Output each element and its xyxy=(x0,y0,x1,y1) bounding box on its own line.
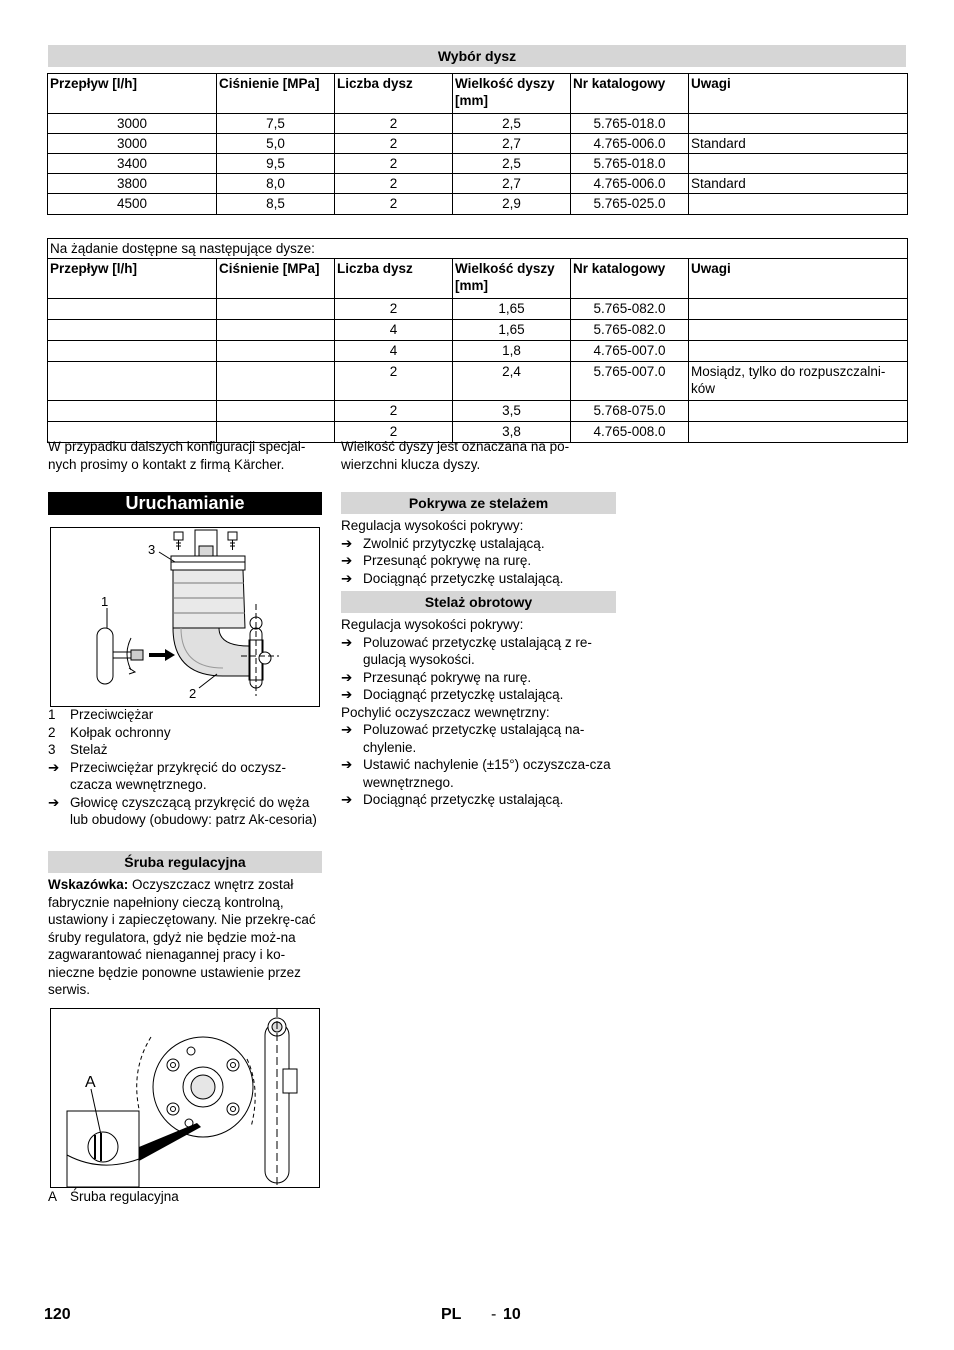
table-header: Uwagi xyxy=(689,74,908,114)
rotating-frame-instructions xyxy=(341,616,616,809)
arrow-icon: ➔ xyxy=(341,634,353,650)
table-cell xyxy=(689,299,908,320)
table-cell: 3000 xyxy=(48,114,217,134)
section-title-startup: Uruchamianie xyxy=(48,492,322,515)
table-cell: 2 xyxy=(335,134,453,154)
instruction-step: ➔ Dociągnąć przetyczkę ustalającą. xyxy=(341,687,564,702)
table-cell: 2 xyxy=(335,362,453,401)
instruction-step: ➔ Poluzować przetyczkę ustalającą z re-gulacją wysokości. xyxy=(341,634,592,667)
table-cell xyxy=(48,341,217,362)
service-note xyxy=(48,876,322,999)
table-cell: 2,4 xyxy=(453,362,571,401)
table-cell xyxy=(689,194,908,215)
arrow-icon: ➔ xyxy=(341,535,353,551)
legend-item: A Śruba regulacyjna xyxy=(48,1189,179,1204)
table-cell: 1,8 xyxy=(453,341,571,362)
table-cell: 3800 xyxy=(48,174,217,194)
table-cell xyxy=(689,154,908,174)
figure-label-a: A xyxy=(85,1074,96,1091)
adjusting-screw-figure xyxy=(50,1008,320,1188)
language-code: PL xyxy=(441,1306,462,1323)
table-cell: Standard xyxy=(689,134,908,154)
instruction-step: ➔ Dociągnąć przetyczkę ustalającą. xyxy=(341,570,564,586)
table-row xyxy=(48,401,908,422)
table-cell: 2,7 xyxy=(453,134,571,154)
table-cell: 3400 xyxy=(48,154,217,174)
table-cell: Standard xyxy=(689,174,908,194)
arrow-icon: ➔ xyxy=(341,792,353,807)
table-cell: 4 xyxy=(335,341,453,362)
table-cell xyxy=(217,320,335,341)
optional-nozzles-table xyxy=(47,238,908,443)
table-cell xyxy=(217,299,335,320)
table-row xyxy=(48,154,908,174)
arrow-icon: ➔ xyxy=(341,687,353,702)
instruction-step: ➔ Dociągnąć przetyczkę ustalającą. xyxy=(341,792,564,807)
figure-label-2: 2 xyxy=(189,686,197,701)
page-number: 120 xyxy=(44,1306,71,1323)
table-cell: 2 xyxy=(335,299,453,320)
table-cell: 4 xyxy=(335,320,453,341)
table-cell xyxy=(48,362,217,401)
rotating-frame-title: Stelaż obrotowy xyxy=(341,591,616,613)
table-cell: 5.768-075.0 xyxy=(571,401,689,422)
table-caption-row xyxy=(48,239,908,259)
cleaner-assembly-figure xyxy=(50,527,320,707)
table-row xyxy=(48,194,908,215)
note-text: Oczyszczacz wnętrz został fabrycznie napełniony cieczą kontrolną, ustawiony i zapieczętowany. Nie przekrę-cać śruby regulatora, gdyż nie będzie moż-na zagwarantować nienagannej pracy i ko-nieczne będzie ponowne ustawienie przez serwis. xyxy=(48,877,316,997)
figure-label-3: 3 xyxy=(148,542,156,557)
arrow-icon: ➔ xyxy=(341,722,353,737)
table-cell: 9,5 xyxy=(217,154,335,174)
sub-page-number: 10 xyxy=(503,1306,521,1323)
arrow-icon: ➔ xyxy=(341,757,353,772)
figure-label-1: 1 xyxy=(101,594,109,609)
instruction-step: ➔ Przesunąć pokrywę na rurę. xyxy=(341,553,532,568)
table-cell: 4.765-008.0 xyxy=(571,422,689,443)
table-cell: 8,5 xyxy=(217,194,335,215)
table-cell: 2 xyxy=(335,194,453,215)
table-cell xyxy=(689,401,908,422)
table-cell xyxy=(217,401,335,422)
table-caption: Na żądanie dostępne są następujące dysze: xyxy=(48,239,908,259)
instruction-step: ➔ Przesunąć pokrywę na rurę. xyxy=(341,669,532,685)
table-cell: 2 xyxy=(335,174,453,194)
table-cell xyxy=(689,422,908,443)
figure-legend xyxy=(48,706,322,829)
table-cell xyxy=(689,114,908,134)
table-cell xyxy=(689,320,908,341)
table-header-row xyxy=(48,259,908,299)
table-cell: 7,5 xyxy=(217,114,335,134)
arrow-icon: ➔ xyxy=(48,794,60,810)
table-header: Ciśnienie [MPa] xyxy=(217,259,335,299)
table-cell: 2,5 xyxy=(453,154,571,174)
table-cell: 3,8 xyxy=(453,422,571,443)
table-cell: 1,65 xyxy=(453,320,571,341)
table-header: Przepływ [l/h] xyxy=(48,259,217,299)
table-cell: 5.765-025.0 xyxy=(571,194,689,215)
arrow-icon: ➔ xyxy=(341,570,353,586)
table-cell: 5.765-018.0 xyxy=(571,114,689,134)
table-header: Wielkość dyszy [mm] xyxy=(453,259,571,299)
instruction-intro: Regulacja wysokości pokrywy: xyxy=(341,518,524,533)
cleaner-assembly-drawing xyxy=(51,528,319,706)
arrow-icon: ➔ xyxy=(48,759,60,775)
table-header: Nr katalogowy xyxy=(571,259,689,299)
table-cell: 5,0 xyxy=(217,134,335,154)
table-cell: 4.765-007.0 xyxy=(571,341,689,362)
instruction-intro: Pochylić oczyszczacz wewnętrzny: xyxy=(341,704,550,720)
instruction-step: ➔ Poluzować przetyczkę ustalającą na-chylenie. xyxy=(341,722,585,755)
table-header: Wielkość dyszy [mm] xyxy=(453,74,571,114)
table-cell: 5.765-082.0 xyxy=(571,320,689,341)
nozzle-size-note: Wielkość dyszy jest oznaczana na po-wierzchni klucza dyszy. xyxy=(341,439,570,472)
table-cell xyxy=(48,401,217,422)
table-cell: 2 xyxy=(335,401,453,422)
table-cell: 2 xyxy=(335,114,453,134)
table-cell: 8,0 xyxy=(217,174,335,194)
table-cell xyxy=(217,362,335,401)
note-label: Wskazówka: xyxy=(48,877,129,892)
table-cell: 4500 xyxy=(48,194,217,215)
instruction-step: ➔ Głowicę czyszczącą przykręcić do węża lub obudowy (obudowy: patrz Ak-cesoria) xyxy=(48,794,317,827)
legend-item: 2 Kołpak ochronny xyxy=(48,724,171,740)
table-header: Uwagi xyxy=(689,259,908,299)
legend-item: 3 Stelaż xyxy=(48,742,108,757)
table-header-row xyxy=(48,74,908,114)
table-row xyxy=(48,174,908,194)
table-cell: 3000 xyxy=(48,134,217,154)
table-cell: 4.765-006.0 xyxy=(571,174,689,194)
table-header: Przepływ [l/h] xyxy=(48,74,217,114)
table-cell: 1,65 xyxy=(453,299,571,320)
table-row xyxy=(48,299,908,320)
table-header: Liczba dysz xyxy=(335,74,453,114)
table-cell: 5.765-082.0 xyxy=(571,299,689,320)
table-row xyxy=(48,114,908,134)
table-cell xyxy=(689,341,908,362)
figure2-legend xyxy=(48,1188,322,1206)
adjusting-screw-title: Śruba regulacyjna xyxy=(48,851,322,873)
table-cell: 2,9 xyxy=(453,194,571,215)
contact-note: W przypadku dalszych konfiguracji specjal-nych prosimy o kontakt z firmą Kärcher. xyxy=(48,439,306,472)
table-header: Ciśnienie [MPa] xyxy=(217,74,335,114)
table-row xyxy=(48,134,908,154)
table-cell xyxy=(48,320,217,341)
table-row xyxy=(48,341,908,362)
table-cell: 2 xyxy=(335,422,453,443)
table-cell: 5.765-018.0 xyxy=(571,154,689,174)
counterweight xyxy=(97,628,113,684)
instruction-step: ➔ Zwolnić przytyczkę ustalającą. xyxy=(341,535,545,551)
legend-item: 1 Przeciwciężar xyxy=(48,707,154,722)
instruction-step: ➔ Ustawić nachylenie (±15°) oczyszcza-cza wewnętrznego. xyxy=(341,757,611,790)
adjusting-screw-drawing xyxy=(51,1009,319,1187)
frame xyxy=(171,556,245,570)
cover-frame-title: Pokrywa ze stelażem xyxy=(341,492,616,514)
table-cell: 5.765-007.0 xyxy=(571,362,689,401)
table-cell: 4.765-006.0 xyxy=(571,134,689,154)
arrow-icon: ➔ xyxy=(341,669,353,685)
table-row xyxy=(48,362,908,401)
table-cell: 3,5 xyxy=(453,401,571,422)
adjusting-screw xyxy=(88,1132,118,1162)
footer-dash: - xyxy=(491,1306,497,1323)
nozzle-selection-title: Wybór dysz xyxy=(48,45,906,67)
table-header: Nr katalogowy xyxy=(571,74,689,114)
instruction-step: ➔ Przeciwciężar przykręcić do oczysz-czacza wewnętrznego. xyxy=(48,759,287,792)
table-cell: Mosiądz, tylko do rozpuszczalni-ków xyxy=(689,362,908,401)
table-cell xyxy=(48,299,217,320)
table-header: Liczba dysz xyxy=(335,259,453,299)
nozzle-selection-table xyxy=(47,73,908,215)
cover-frame-instructions xyxy=(341,517,616,587)
table-cell: 2,5 xyxy=(453,114,571,134)
table-cell: 2 xyxy=(335,154,453,174)
table-cell xyxy=(217,341,335,362)
instruction-intro: Regulacja wysokości pokrywy: xyxy=(341,617,524,632)
arrow-icon: ➔ xyxy=(341,553,353,568)
table-row xyxy=(48,320,908,341)
table-cell: 2,7 xyxy=(453,174,571,194)
